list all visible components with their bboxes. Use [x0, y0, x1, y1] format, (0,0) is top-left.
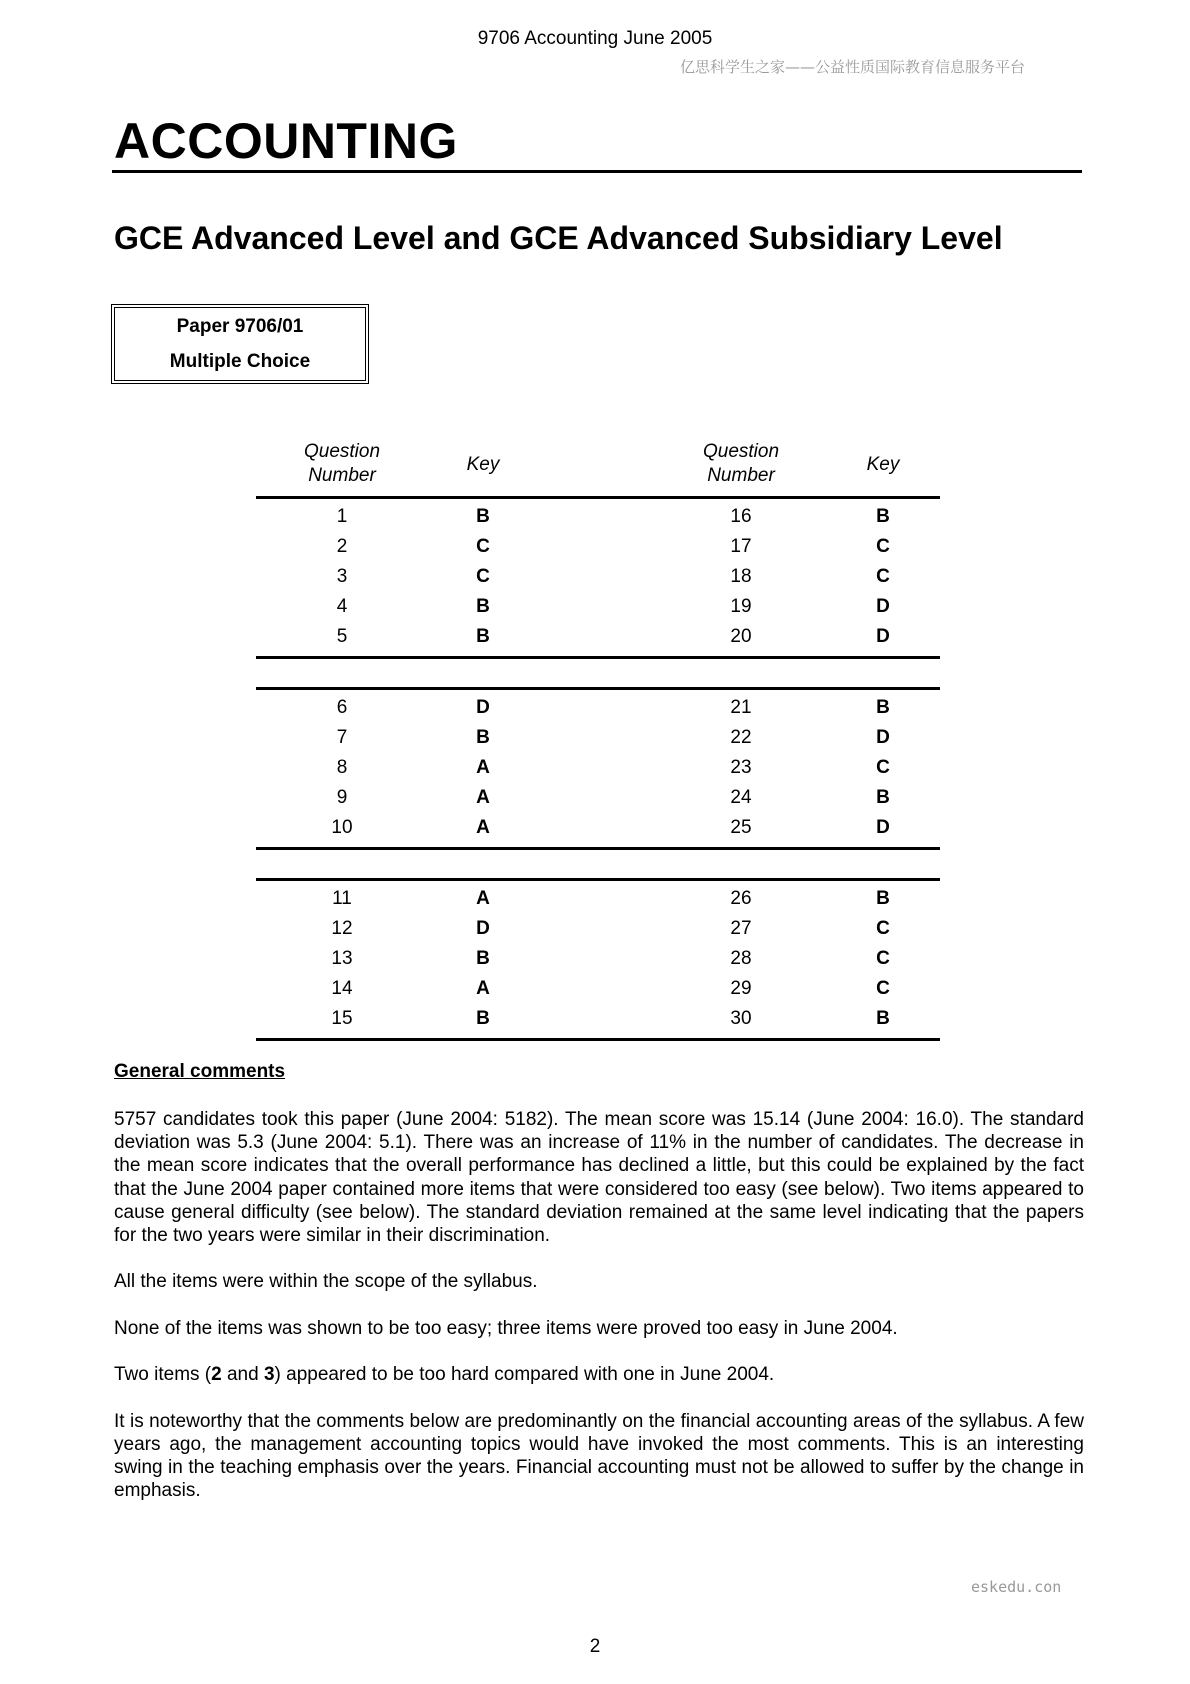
question-number: 15 — [331, 1008, 353, 1029]
comment-text: ) appeared to be too hard compared with one in June 2004. — [274, 1364, 775, 1386]
question-number: 11 — [332, 888, 352, 909]
comment-paragraph: None of the items was shown to be too easy; three items were proved too easy in June 2004. — [114, 1317, 898, 1339]
answer-key: B — [476, 1008, 490, 1029]
question-number: 20 — [730, 626, 752, 647]
table-group — [256, 496, 940, 659]
general-comments-body — [114, 1108, 1084, 1526]
question-number: 26 — [730, 888, 752, 909]
answer-key: C — [476, 536, 490, 557]
paper-type: Multiple Choice — [169, 351, 311, 372]
question-number: 24 — [730, 787, 752, 808]
question-number: 5 — [336, 626, 348, 647]
table-row — [256, 562, 940, 592]
question-number: 30 — [730, 1008, 752, 1029]
table-row — [256, 914, 940, 944]
main-title: ACCOUNTING — [114, 113, 458, 169]
table-row — [256, 974, 940, 1004]
answer-key: D — [476, 918, 490, 939]
header-question-label: Question — [702, 441, 780, 462]
answer-key: B — [876, 787, 890, 808]
answer-key: D — [876, 596, 890, 617]
comment-text: Two items ( — [114, 1364, 212, 1386]
table-row — [256, 884, 940, 914]
header-key-right: Key — [866, 454, 900, 475]
answer-key: C — [876, 978, 890, 999]
item-number: 2 — [211, 1364, 222, 1386]
answer-key: B — [876, 1008, 890, 1029]
answer-key: C — [876, 536, 890, 557]
answer-key: D — [876, 727, 890, 748]
answer-key: A — [476, 817, 490, 838]
answer-key: B — [476, 506, 490, 527]
question-number: 25 — [730, 817, 752, 838]
question-number: 13 — [331, 948, 353, 969]
table-row — [256, 813, 940, 843]
answer-key: B — [876, 888, 890, 909]
table-row — [256, 693, 940, 723]
question-number: 27 — [730, 918, 752, 939]
header-question-number-right — [656, 440, 826, 488]
table-row — [256, 944, 940, 974]
question-number: 9 — [336, 787, 348, 808]
question-number: 14 — [331, 978, 353, 999]
question-number: 19 — [730, 596, 752, 617]
page-header-title: 9706 Accounting June 2005 — [477, 28, 713, 49]
question-number: 12 — [331, 918, 353, 939]
footer-site-label: eskedu.con — [971, 1578, 1062, 1596]
answer-key: A — [476, 978, 490, 999]
subtitle: GCE Advanced Level and GCE Advanced Subsidiary Level — [114, 220, 1003, 256]
comment-text: and — [221, 1364, 264, 1386]
question-number: 23 — [730, 757, 752, 778]
answer-key: B — [476, 626, 490, 647]
answer-key: B — [476, 727, 490, 748]
question-number: 28 — [730, 948, 752, 969]
question-number: 2 — [336, 536, 348, 557]
question-number: 8 — [336, 757, 348, 778]
answer-key: C — [876, 757, 890, 778]
answer-key: B — [476, 596, 490, 617]
question-number: 10 — [331, 817, 353, 838]
table-row — [256, 723, 940, 753]
table-group — [256, 687, 940, 850]
question-number: 29 — [730, 978, 752, 999]
question-number: 1 — [336, 506, 348, 527]
table-group — [256, 878, 940, 1041]
answer-key: D — [476, 697, 490, 718]
table-row — [256, 502, 940, 532]
answer-key: B — [876, 697, 890, 718]
answer-key: D — [876, 817, 890, 838]
question-number: 21 — [730, 697, 752, 718]
question-number: 17 — [730, 536, 752, 557]
question-number: 6 — [336, 697, 348, 718]
general-comments-heading: General comments — [114, 1061, 286, 1082]
answer-key: C — [876, 948, 890, 969]
answer-key: D — [876, 626, 890, 647]
title-rule — [112, 170, 1082, 173]
answer-key: A — [476, 787, 490, 808]
comment-paragraph: It is noteworthy that the comments below are predominantly on the financial accounting areas of the syllabus. A few years ago, the management accounting topics would have invoked the most comments. This is an interesting swing in the teaching emphasis over the years. Financial accounting must not be allowed to suffer by the change in emphasis. — [114, 1410, 1084, 1502]
paper-info-box — [111, 304, 369, 384]
question-number: 4 — [336, 596, 348, 617]
table-row — [256, 753, 940, 783]
answer-key: C — [876, 918, 890, 939]
watermark-text: 亿思科学生之家——公益性质国际教育信息服务平台 — [680, 58, 1026, 76]
item-number: 3 — [263, 1364, 275, 1386]
answer-key: A — [476, 757, 490, 778]
answer-key: C — [876, 566, 890, 587]
question-number: 18 — [730, 566, 752, 587]
answer-key: B — [876, 506, 890, 527]
header-number-label: Number — [707, 465, 775, 486]
answer-key-table — [256, 436, 940, 1041]
question-number: 22 — [730, 727, 752, 748]
table-row — [256, 532, 940, 562]
header-question-label: Question — [303, 441, 381, 462]
header-key-left: Key — [466, 454, 500, 475]
header-number-label: Number — [308, 465, 376, 486]
paper-code: Paper 9706/01 — [176, 316, 304, 337]
comment-paragraph: All the items were within the scope of the syllabus. — [114, 1271, 538, 1293]
header-question-number-left — [256, 440, 428, 488]
answer-key: B — [476, 948, 490, 969]
comment-paragraph — [114, 1363, 1084, 1386]
table-row — [256, 1004, 940, 1034]
page-number: 2 — [589, 1636, 601, 1657]
table-header — [256, 436, 940, 496]
question-number: 16 — [730, 506, 752, 527]
answer-key: A — [476, 888, 490, 909]
table-row — [256, 622, 940, 652]
table-row — [256, 592, 940, 622]
question-number: 3 — [336, 566, 348, 587]
answer-key: C — [476, 566, 490, 587]
comment-paragraph: 5757 candidates took this paper (June 2004: 5182). The mean score was 15.14 (June 2004: 16.0). The standard deviation was 5.3 (June 2004: 5.1). There was an increase of 11% in the number of candidates. The decrease in the mean score indicates that the overall performance has declined a little, but this could be explained by the fact that the June 2004 paper contained more items that were considered too easy (see below). Two items appeared to cause general difficulty (see below). The standard deviation remained at the same level indicating that the papers for the two years were similar in their discrimination. — [114, 1109, 1084, 1247]
table-row — [256, 783, 940, 813]
question-number: 7 — [336, 727, 348, 748]
